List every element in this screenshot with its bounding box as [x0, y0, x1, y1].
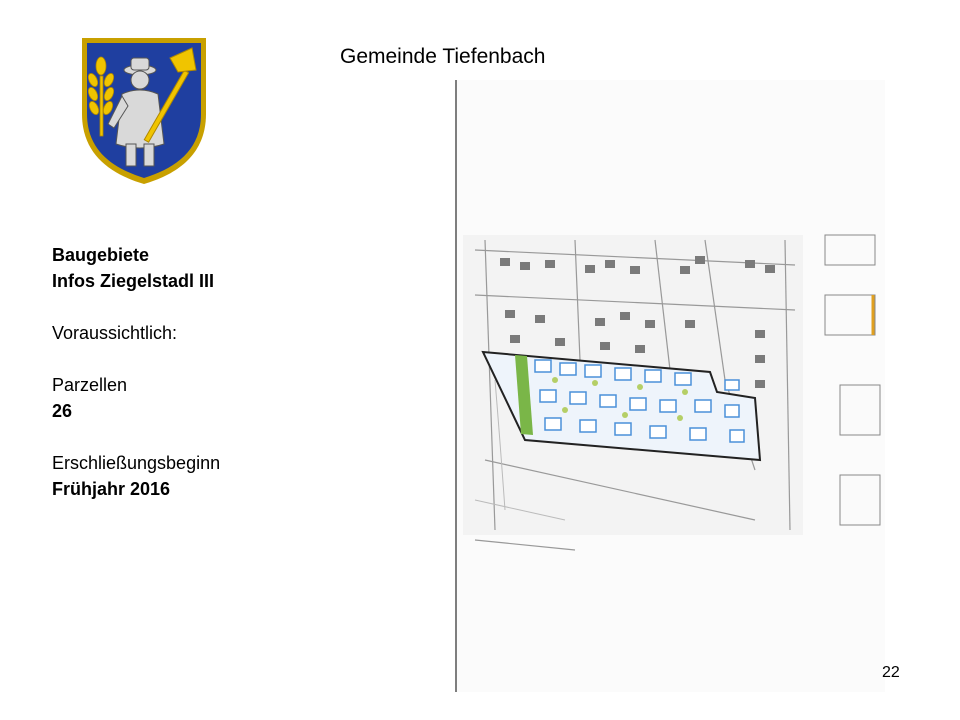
parcels-value: 26 [52, 401, 73, 421]
info-text-block [52, 242, 220, 502]
page-number: 22 [882, 664, 900, 681]
heading-project: Infos Ziegelstadl III [52, 271, 215, 291]
page-title: Gemeinde Tiefenbach [340, 45, 546, 68]
site-plan-icon [455, 80, 885, 692]
parcels-label: Parzellen [52, 375, 128, 395]
start-value: Frühjahr 2016 [52, 479, 171, 499]
heading-baugebiete: Baugebiete [52, 245, 150, 265]
intro-label: Voraussichtlich: [52, 323, 178, 343]
coat-of-arms-icon [78, 36, 210, 186]
start-label: Erschließungsbeginn [52, 453, 221, 473]
